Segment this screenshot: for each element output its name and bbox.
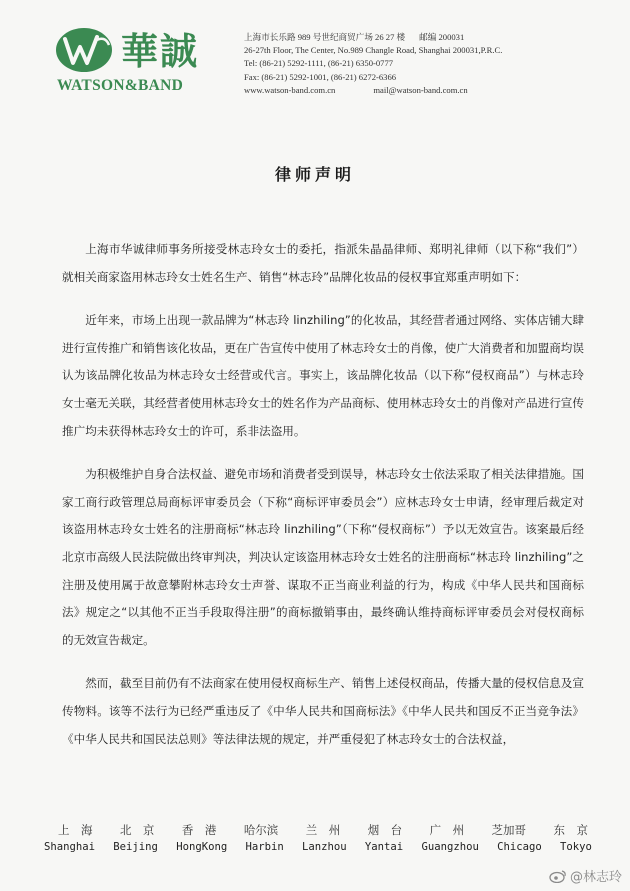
city-cn: 哈尔滨 <box>243 823 279 837</box>
city-cn: 东 京 <box>553 823 588 837</box>
letterhead-contact <box>244 31 584 97</box>
city-en: Yantai <box>364 841 404 853</box>
logo-chinese-name: 華誠 <box>121 29 199 73</box>
city-cn: 广 州 <box>429 823 465 837</box>
paragraph: 上海市华诚律师事务所接受林志玲女士的委托，指派朱晶晶律师、郑明礼律师（以下称“我们”）就相关商家盗用林志玲女士姓名生产、销售“林志玲”品牌化妆品的侵权事宜郑重声明如下： <box>62 242 584 284</box>
document-body <box>62 236 584 769</box>
paragraph: 近年来，市场上出现一款品牌为“林志玲 linzhiling”的化妆品，其经营者通过网络、实体店铺大肆进行宣传推广和销售该化妆品，更在广告宣传中使用了林志玲女士的肖像，使广大消费者和加盟商均误认为该品牌化妆品为林志玲女士经营或代言。事实上，该品牌化妆品（以下称“侵权商品”）与林志玲女士毫无关联，其经营者使用林志玲女士的姓名作为产品商标、使用林志玲女士的肖像对产品进行宣传推广均未获得林志玲女士的许可，系非法盗用。 <box>62 313 584 438</box>
city-en: Shanghai <box>44 841 96 853</box>
city-en: Lanzhou <box>302 841 347 853</box>
paragraph: 为积极维护自身合法权益、避免市场和消费者受到误导，林志玲女士依法采取了相关法律措施。国家工商行政管理总局商标评审委员会（下称“商标评审委员会”）应林志玲女士申请，经审理后裁定对该盗用林志玲女士姓名的注册商标“林志玲 linzhiling”（下称“侵权商标”）予以无效宣告。该案最后经北京市高级人民法院做出终审判决，判决认定该盗用林志玲女士姓名的注册商标“林志玲 linzhiling”之注册及使用属于故意攀附林志玲女士声誉、谋取不正当商业利益的行为，构成《中华人民共和国商标法》规定之“以其他不正当手段取得注册”的商标撤销事由，最终确认维持商标评审委员会对侵权商标的无效宣告裁定。 <box>62 467 584 647</box>
paragraph: 然而，截至目前仍有不法商家在使用侵权商标生产、销售上述侵权商品，传播大量的侵权信息及宣传物料。该等不法行为已经严重违反了《中华人民共和国商标法》《中华人民共和国反不正当竞争法》《中华人民共和国民法总则》等法律法规的规定，并严重侵犯了林志玲女士的合法权益， <box>62 676 584 746</box>
city-en: Beijing <box>113 841 158 853</box>
footer-cities-cn <box>58 822 588 838</box>
fax: Fax: (86-21) 5292-1001, (86-21) 6272-6366 <box>244 71 397 82</box>
website-link[interactable]: www.watson-band.com.cn <box>244 84 336 95</box>
city-en: Guangzhou <box>421 841 479 853</box>
logo-english-name: WATSON&BAND <box>57 77 184 94</box>
address-cn: 上海市长乐路 989 号世纪商贸广场 26 27 楼 <box>244 32 406 42</box>
city-cn: 上 海 <box>58 823 93 837</box>
city-en: Harbin <box>245 841 284 853</box>
document-title: 律师声明 <box>274 165 355 184</box>
weibo-watermark <box>549 866 622 885</box>
city-cn: 香 港 <box>181 823 217 837</box>
firm-logo <box>55 27 225 97</box>
email-link[interactable]: mail@watson-band.com.cn <box>373 84 468 95</box>
weibo-icon <box>549 869 567 883</box>
watermark-text: @林志玲 <box>569 870 622 885</box>
address-en: 26-27th Floor, The Center, No.989 Changle Road, Shanghai 200031,P.R.C. <box>244 45 503 56</box>
city-en: Chicago <box>497 841 542 853</box>
city-cn: 芝加哥 <box>491 823 527 837</box>
city-en: Tokyo <box>560 841 592 853</box>
city-en: HongKong <box>176 841 228 853</box>
footer-cities-en <box>44 841 592 853</box>
postcode: 邮编 200031 <box>419 32 465 42</box>
city-cn: 烟 台 <box>367 823 403 837</box>
city-cn: 兰 州 <box>305 823 341 837</box>
watson-band-logo-icon <box>55 27 113 73</box>
city-cn: 北 京 <box>119 823 155 837</box>
tel: Tel: (86-21) 5292-1111, (86-21) 6350-0777 <box>244 58 394 69</box>
